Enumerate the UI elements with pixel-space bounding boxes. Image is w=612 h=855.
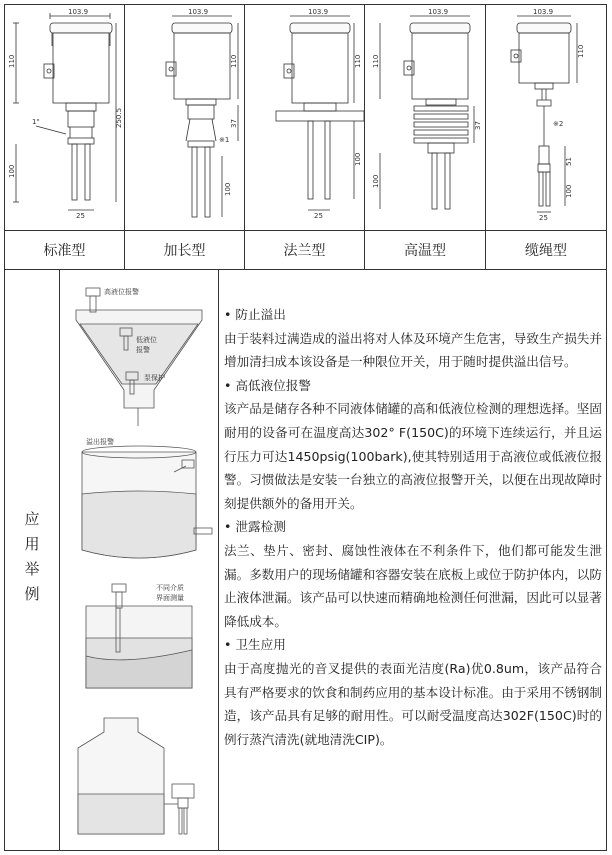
svg-text:103.9: 103.9 xyxy=(533,8,554,16)
model-label-high-temp: 高温型 xyxy=(404,243,446,259)
svg-text:51: 51 xyxy=(565,157,573,166)
svg-text:溢出报警: 溢出报警 xyxy=(86,438,114,446)
model-label-standard: 标准型 xyxy=(43,243,86,259)
col-divider-2 xyxy=(244,4,245,270)
col-divider-1 xyxy=(124,4,125,270)
svg-text:1": 1" xyxy=(32,118,40,126)
svg-text:25: 25 xyxy=(539,214,548,222)
drawing-standard xyxy=(6,6,122,228)
section-body: 该产品是储存各种不同液体储罐的高和低液位检测的理想选择。坚固耐用的设备可在温度高达302° F(150C)的环境下连续运行，并且运行压力可达1450psig(100bark),使其特别适用于高液位或低液位报警。习惯做法是安装一台独立的高液位报警开关，以便在出现故障时刻提供额外的备用开关。 xyxy=(224,401,602,511)
svg-text:250.5: 250.5 xyxy=(115,107,123,128)
section-overflow xyxy=(224,303,602,374)
svg-text:※2: ※2 xyxy=(553,120,564,128)
svg-text:103.9: 103.9 xyxy=(68,8,89,16)
section-body: 法兰、垫片、密封、腐蚀性液体在不利条件下，他们都可能发生泄漏。多数用户的现场储罐和容器安装在底板上或位于防护体内，以防止液体泄漏。该产品可以快速而精确地检测任何泄漏，因此可以显著降低成本。 xyxy=(224,542,602,629)
svg-text:37: 37 xyxy=(230,119,238,128)
svg-text:110: 110 xyxy=(372,54,380,68)
svg-text:界面测量: 界面测量 xyxy=(156,594,184,602)
svg-text:100: 100 xyxy=(224,182,232,196)
drawing-cable xyxy=(487,6,604,228)
svg-text:泵保护: 泵保护 xyxy=(144,374,165,382)
section-level-alarm xyxy=(224,374,602,516)
figure-overflow-funnel xyxy=(64,280,214,428)
figure-overflow-tank xyxy=(64,432,214,574)
row-divider-labels xyxy=(4,269,607,270)
row-divider-drawings xyxy=(4,230,607,231)
svg-text:100: 100 xyxy=(354,152,362,166)
model-label-flange: 法兰型 xyxy=(283,243,326,259)
svg-text:报警: 报警 xyxy=(136,346,150,354)
svg-text:110: 110 xyxy=(230,54,238,68)
side-label-divider xyxy=(59,269,60,851)
section-title: • 防止溢出 xyxy=(224,307,286,322)
section-sanitary xyxy=(224,633,602,751)
section-title: • 高低液位报警 xyxy=(224,377,311,393)
svg-text:103.9: 103.9 xyxy=(428,8,449,16)
application-text xyxy=(224,303,602,751)
col-divider-4 xyxy=(485,4,486,270)
svg-text:高液位报警: 高液位报警 xyxy=(104,288,139,296)
svg-text:不同介质: 不同介质 xyxy=(156,584,184,592)
svg-text:103.9: 103.9 xyxy=(188,8,209,16)
model-label-extended: 加长型 xyxy=(163,243,206,259)
section-body: 由于高度抛光的音叉提供的表面光洁度(Ra)优0.8um，该产品符合具有严格要求的饮食和制药应用的基本设计标准。由于采用不锈钢制造，该产品具有足够的耐用性。可以耐受温度高达302F(150C)时的例行蒸汽清洗(就地清洗CIP)。 xyxy=(224,660,602,747)
drawing-high-temp xyxy=(366,6,483,228)
svg-text:37: 37 xyxy=(474,121,482,130)
svg-text:100: 100 xyxy=(8,164,16,178)
svg-text:※1: ※1 xyxy=(219,136,230,144)
figure-sanitary-vessel xyxy=(64,712,214,840)
section-title: • 泄露检测 xyxy=(224,519,286,535)
svg-text:110: 110 xyxy=(354,54,362,68)
svg-text:100: 100 xyxy=(565,184,573,198)
figure-text-divider xyxy=(218,269,219,851)
svg-text:103.9: 103.9 xyxy=(308,8,329,16)
svg-text:低液位: 低液位 xyxy=(136,336,157,344)
drawing-flange xyxy=(246,6,362,228)
svg-text:110: 110 xyxy=(8,54,16,68)
section-body: 由于装料过满造成的溢出将对人体及环境产生危害，导致生产损失并增加清扫成本该设备是一种限位开关，用于随时提供溢出信号。 xyxy=(224,330,602,370)
figure-interface-tank xyxy=(64,580,214,698)
drawing-extended xyxy=(126,6,242,228)
section-leak-detection xyxy=(224,515,602,633)
col-divider-3 xyxy=(364,4,365,270)
application-examples-label: 应用举例 xyxy=(22,510,41,611)
model-label-cable: 缆绳型 xyxy=(525,243,567,259)
svg-text:100: 100 xyxy=(372,174,380,188)
svg-text:110: 110 xyxy=(577,44,585,58)
section-title: • 卫生应用 xyxy=(224,637,286,653)
svg-text:25: 25 xyxy=(76,212,85,220)
svg-text:25: 25 xyxy=(314,212,323,220)
